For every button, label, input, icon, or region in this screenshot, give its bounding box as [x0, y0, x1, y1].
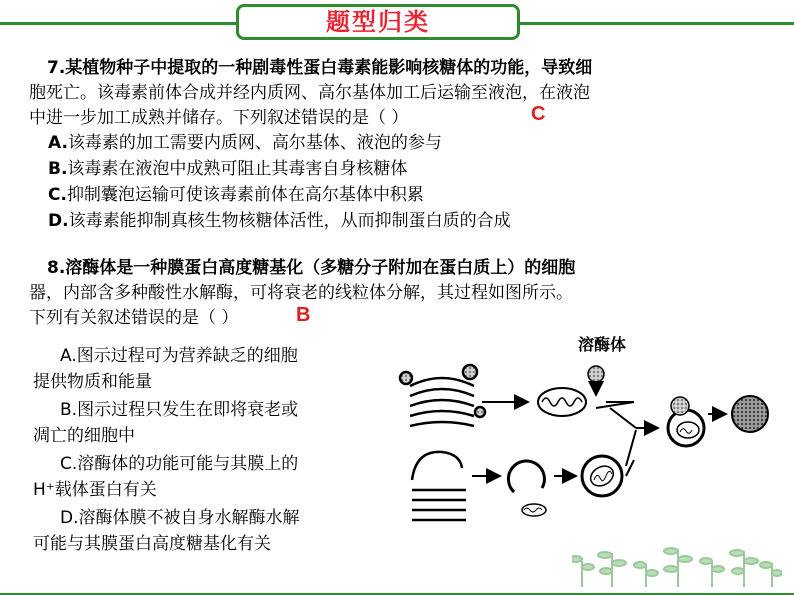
- q7-option-c-text: 抑制囊泡运输可使该毒素前体在高尔基体中积累: [66, 185, 424, 205]
- autophagosome-icon: [582, 456, 622, 496]
- q8-option-d-line1: D.溶酶体膜不被自身水解酶水解: [60, 508, 300, 528]
- q7-option-d: [48, 209, 511, 233]
- golgi-icon: [400, 365, 485, 426]
- q7-option-c: [48, 183, 424, 207]
- q7-option-d-text: 该毒素能抑制真核生物核糖体活性，从而抑制蛋白质的合成: [68, 211, 511, 231]
- q8-option-c-line2: H⁺载体蛋白有关: [33, 480, 157, 500]
- q7-answer: C: [531, 103, 546, 125]
- er-icon: [412, 452, 466, 520]
- q7-stem-line3: 中进一步加工成熟并储存。下列叙述错误的是（ ）: [29, 108, 409, 128]
- q8-stem-line2: 器，内部含多种酸性水解酶，可将衰老的线粒体分解，其过程如图所示。: [29, 283, 573, 303]
- q8-option-b-line1: B.图示过程只发生在即将衰老或: [60, 400, 299, 420]
- q7-option-b-letter: B.: [48, 159, 68, 179]
- page-title: 题型归类: [326, 8, 430, 36]
- residual-body-icon: [732, 396, 768, 432]
- q7-option-b-text: 该毒素在液泡中成熟可阻止其毒害自身核糖体: [67, 159, 408, 179]
- mitochondrion-icon: [538, 388, 586, 416]
- q8-option-d-line2: 可能与其膜蛋白高度糖基化有关: [33, 534, 271, 554]
- q7-option-a-text: 该毒素的加工需要内质网、高尔基体、液泡的参与: [67, 133, 442, 153]
- q8-option-c-line1: C.溶酶体的功能可能与其膜上的: [60, 454, 299, 474]
- q7-option-b: [48, 157, 407, 181]
- q8-stem-line3: 下列有关叙述错误的是（ ）: [29, 308, 239, 328]
- autophagy-diagram: [396, 350, 786, 530]
- lysosome-label: 溶酶体: [578, 335, 627, 354]
- q7-stem-line1: 7.某植物种子中提取的一种剧毒性蛋白毒素能影响核糖体的功能，导致细: [47, 58, 593, 78]
- decorative-plants-icon: [572, 541, 782, 589]
- title-banner: [236, 4, 520, 40]
- lysosome-icon: [588, 366, 604, 382]
- q8-option-b-line2: 凋亡的细胞中: [33, 426, 135, 446]
- q7-option-d-letter: D.: [48, 211, 69, 231]
- q7-option-a: [48, 131, 442, 155]
- q7-option-c-letter: C.: [48, 185, 67, 205]
- q8-option-a-line2: 提供物质和能量: [33, 372, 152, 392]
- q8-answer: B: [296, 304, 311, 326]
- q7-option-a-letter: A.: [48, 133, 68, 153]
- autolysosome-icon: [668, 397, 704, 446]
- q8-stem-line1: 8.溶酶体是一种膜蛋白高度糖基化（多糖分子附加在蛋白质上）的细胞: [47, 258, 576, 278]
- q8-option-a-line1: A.图示过程可为营养缺乏的细胞: [60, 346, 298, 366]
- phagophore-icon: [508, 461, 544, 492]
- q7-stem-line2: 胞死亡。该毒素前体合成并经内质网、高尔基体加工后运输至液泡，在液泡: [29, 83, 590, 103]
